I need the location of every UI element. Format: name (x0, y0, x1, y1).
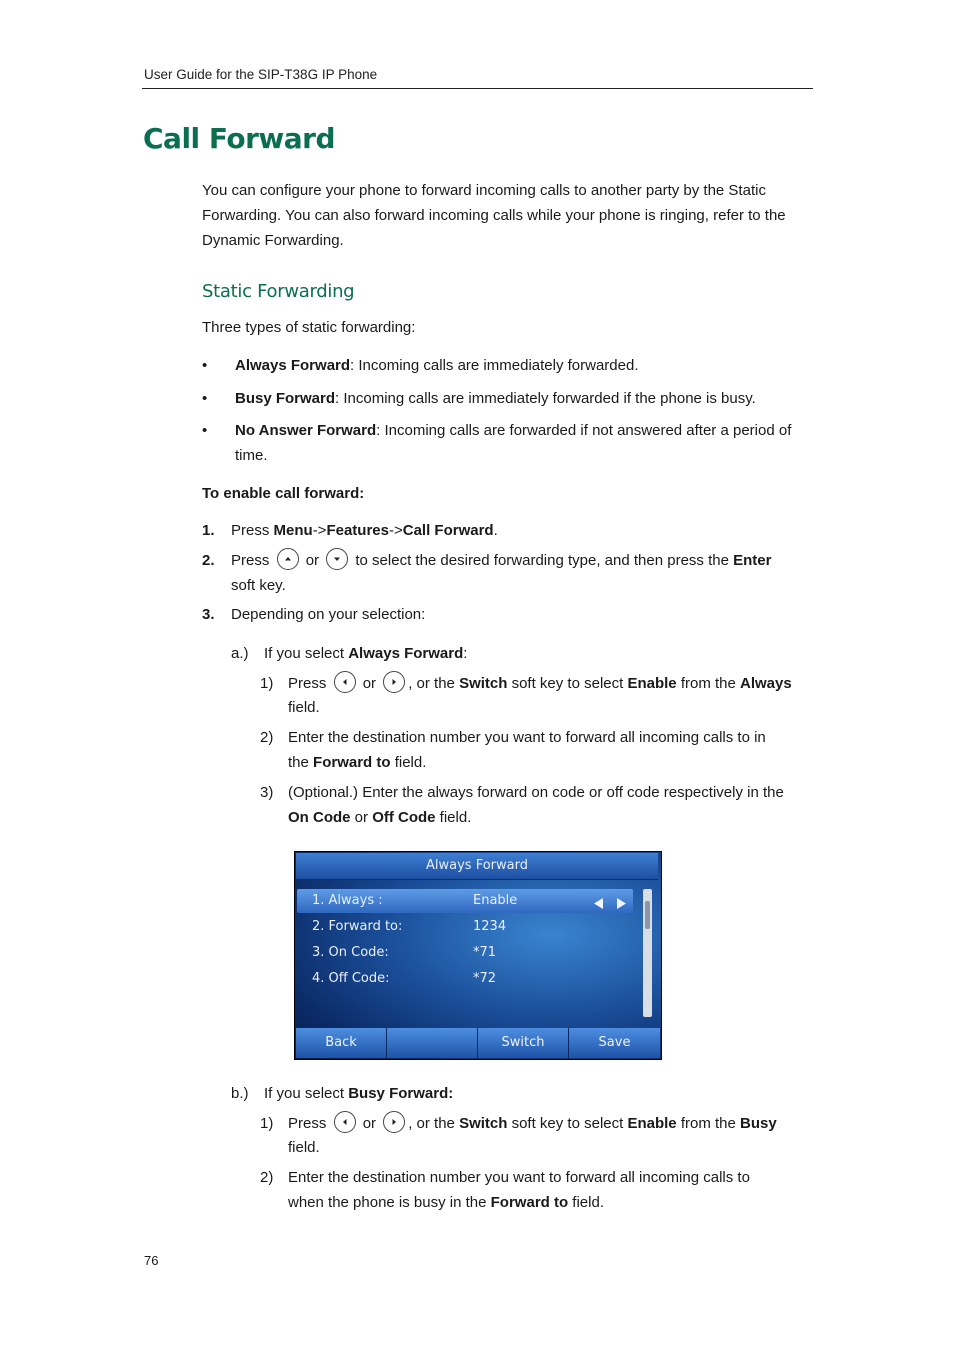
screen-row-off-code[interactable] (297, 967, 633, 991)
step-text: field. (435, 809, 472, 826)
step-text: If you select (264, 645, 349, 662)
softkey-back[interactable]: Back (296, 1028, 387, 1058)
bullet-dot: • (202, 422, 208, 439)
item-number: 1) (260, 675, 274, 692)
forward-to-term: Forward to (490, 1194, 569, 1211)
item-number: 1) (260, 1115, 274, 1132)
softkey-switch[interactable]: Switch (478, 1028, 569, 1058)
bullet-text: : Incoming calls are immediately forwarded. (350, 357, 639, 374)
bullet-always (235, 353, 815, 378)
step-text: or (305, 552, 320, 569)
enable-term: Enable (627, 1115, 677, 1132)
substep-a-1 (288, 671, 813, 696)
busy-term: Busy (740, 1115, 777, 1132)
substep-a-3-continued (288, 805, 471, 830)
screen-row-forward-to[interactable] (297, 915, 633, 939)
substep-b-1-continued: field. (288, 1139, 320, 1156)
bullet-dot: • (202, 390, 208, 407)
bullet-busy (235, 386, 815, 411)
step-text: Press (231, 522, 274, 539)
item-number: 2) (260, 729, 274, 746)
substep-label: b.) (231, 1085, 249, 1102)
busy-forward-term: Busy Forward: (348, 1085, 454, 1102)
arrow-text: -> (312, 522, 327, 539)
menu-term: Menu (273, 522, 313, 539)
substep-b (264, 1081, 453, 1106)
step-text: Press (288, 675, 327, 692)
right-key-icon (383, 1111, 405, 1133)
step-text: soft key to select (507, 1115, 628, 1132)
on-code-term: On Code (288, 809, 351, 826)
step-text: . (493, 522, 498, 539)
arrow-text: -> (388, 522, 403, 539)
header-divider (142, 88, 813, 89)
screen-row-always[interactable] (297, 889, 633, 913)
left-key-icon (334, 671, 356, 693)
substep-a-2-continued (288, 750, 426, 775)
features-term: Features (326, 522, 389, 539)
step-2 (231, 548, 811, 573)
page-number: 76 (144, 1253, 159, 1268)
item-number: 2) (260, 1169, 274, 1186)
substep-a-3: (Optional.) Enter the always forward on code or off code respectively in the (288, 784, 784, 801)
step-text: or (362, 675, 377, 692)
step-text: : (463, 645, 468, 662)
step-text: to select the desired forwarding type, and then press the (355, 552, 729, 569)
substep-b-1 (288, 1111, 813, 1136)
intro-paragraph: You can configure your phone to forward incoming calls to another party by the Static Forwarding. You can also forward incoming calls while your phone is ringing, refer to the Dynamic Forwarding. (202, 182, 786, 249)
enable-term: Enable (627, 675, 677, 692)
step-text: Press (231, 552, 270, 569)
step-2-continued: soft key. (231, 577, 286, 594)
softkey-empty[interactable] (387, 1028, 478, 1058)
substep-b-2-continued (288, 1190, 604, 1215)
step-number: 3. (202, 606, 215, 623)
always-forward-term: Always Forward (348, 645, 464, 662)
row-value: *72 (473, 971, 497, 986)
off-code-term: Off Code (372, 809, 436, 826)
bullet-dot: • (202, 357, 208, 374)
step-text: or (362, 1115, 377, 1132)
screen-scrollbar[interactable] (643, 889, 652, 1017)
substep-a-2: Enter the destination number you want to forward all incoming calls to in (288, 729, 766, 746)
up-key-icon (277, 548, 299, 570)
row-value: Enable (473, 893, 518, 908)
running-header: User Guide for the SIP-T38G IP Phone (144, 67, 378, 82)
step-number: 1. (202, 522, 215, 539)
bullet-term: Always Forward (235, 357, 351, 374)
step-1 (231, 518, 498, 543)
call-forward-term: Call Forward (402, 522, 494, 539)
bullet-no-answer (235, 418, 810, 468)
substep-label: a.) (231, 645, 249, 662)
step-text: Press (288, 1115, 327, 1132)
row-value: *71 (473, 945, 497, 960)
row-label: 3. On Code: (312, 945, 389, 960)
step-text: when the phone is busy in the (288, 1194, 491, 1211)
section-lead: Three types of static forwarding: (202, 319, 416, 336)
left-key-icon (334, 1111, 356, 1133)
screen-row-on-code[interactable] (297, 941, 633, 965)
down-key-icon (326, 548, 348, 570)
step-text: from the (676, 1115, 741, 1132)
always-term: Always (740, 675, 792, 692)
switch-term: Switch (459, 675, 508, 692)
forward-to-term: Forward to (313, 754, 391, 771)
step-text: , or the (408, 1115, 460, 1132)
step-3: Depending on your selection: (231, 606, 426, 623)
bullet-text: : Incoming calls are forwarded if not answered after a period of time. (235, 422, 792, 464)
step-text: If you select (264, 1085, 349, 1102)
item-number: 3) (260, 784, 274, 801)
row-label: 1. Always : (312, 893, 383, 908)
section-title: Static Forwarding (202, 281, 355, 302)
bullet-term: Busy Forward (235, 390, 336, 407)
step-text: the (288, 754, 314, 771)
step-text: field. (390, 754, 427, 771)
page-title: Call Forward (143, 122, 336, 155)
procedure-heading: To enable call forward: (202, 485, 365, 502)
step-text: field. (568, 1194, 604, 1211)
scroll-thumb[interactable] (645, 901, 650, 929)
step-text: from the (676, 675, 741, 692)
phone-screen (294, 851, 662, 1060)
step-text: or (350, 809, 373, 826)
step-text: soft key to select (507, 675, 628, 692)
screen-title: Always Forward (296, 853, 658, 880)
row-value: 1234 (473, 919, 507, 934)
step-text: , or the (408, 675, 460, 692)
softkey-bar (296, 1028, 660, 1058)
enter-term: Enter (733, 552, 772, 569)
right-key-icon (383, 671, 405, 693)
row-label: 2. Forward to: (312, 919, 403, 934)
bullet-term: No Answer Forward (235, 422, 377, 439)
row-label: 4. Off Code: (312, 971, 390, 986)
substep-a (264, 641, 467, 666)
softkey-save[interactable]: Save (569, 1028, 660, 1058)
substep-b-2: Enter the destination number you want to forward all incoming calls to (288, 1169, 750, 1186)
switch-term: Switch (459, 1115, 508, 1132)
substep-a-1-continued: field. (288, 699, 320, 716)
bullet-text: : Incoming calls are immediately forwarded if the phone is busy. (335, 390, 756, 407)
step-number: 2. (202, 552, 215, 569)
